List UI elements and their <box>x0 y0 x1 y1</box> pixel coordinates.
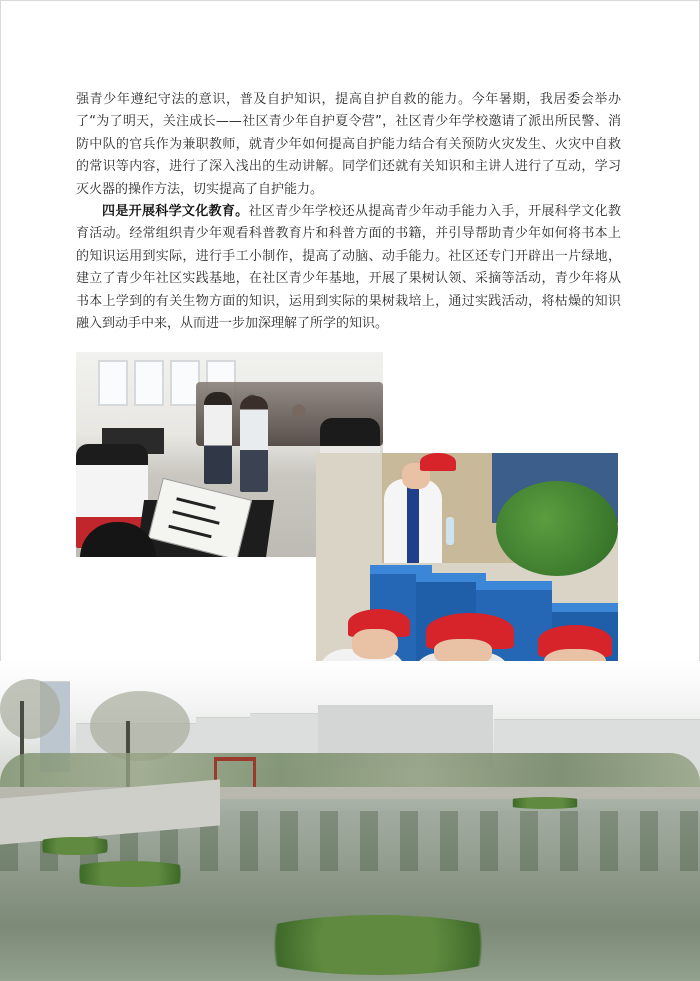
face-shape <box>352 629 398 659</box>
body-text <box>76 89 621 335</box>
paragraph-2-heading: 四是开展科学文化教育。 <box>102 204 249 220</box>
tree-shape <box>496 481 618 576</box>
paragraph-1: 强青少年遵纪守法的意识，普及自护知识，提高自护自救的能力。今年暑期，我居委会举办了“为了明天，关注成长——社区青少年自护夏令营”，社区青少年学校邀请了派出所民警、消防中队的官兵作为兼职教师，就青少年如何提高自护能力结合有关预防火灾发生、火灾中自救的常识等内容，进行了深入浅出的生动讲解。同学们还就有关知识和主讲人进行了互动，学习灭火器的操作方法，切实提高了自护能力。 <box>76 92 621 197</box>
window-shape <box>98 360 128 406</box>
paragraph-2 <box>76 201 621 335</box>
person-shape <box>204 392 232 484</box>
lily-pad <box>236 915 520 975</box>
tree-shape <box>0 679 60 739</box>
paragraph-2-body: 社区青少年学校还从提高青少年动手能力入手，开展科学文化教育活动。经常组织青少年观看科普教育片和科普方面的书籍，并引导帮助青少年如何将书本上的知识运用到实际，进行手工小制作，提高了动脑、动手能力。社区还专门开辟出一片绿地，建立了青少年社区实践基地，在社区青少年基地，开展了果树认领、采摘等活动，青少年将从书本上学到的有关生物方面的知识，运用到实际的果树栽培上，通过实践活动，将枯燥的知识融入到动手中来，从而进一步加深理解了所学的知识。 <box>76 204 621 332</box>
tree-shape <box>90 691 190 761</box>
lily-pad <box>30 837 120 855</box>
pavilion-shape <box>214 757 256 791</box>
lily-pad <box>60 861 200 887</box>
window-shape <box>134 360 164 406</box>
campus-lake-photo <box>0 661 700 981</box>
bottle-shape <box>446 517 454 545</box>
person-shape <box>240 396 268 492</box>
person-shape <box>384 479 442 563</box>
lily-pad <box>500 797 590 809</box>
red-cap <box>420 453 456 471</box>
recycling-bins-photo <box>316 453 618 679</box>
